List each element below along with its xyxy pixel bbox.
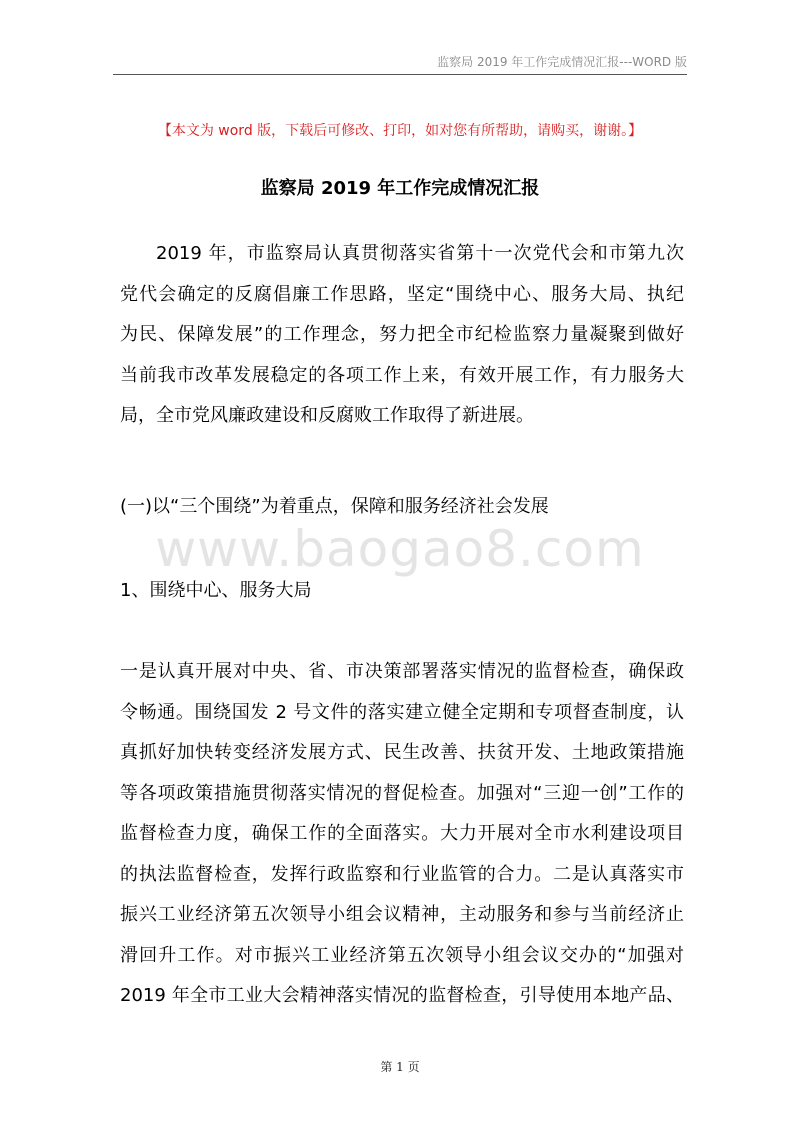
- paragraph-line: 真抓好加快转变经济发展方式、民生改善、扶贫开发、土地政策措施: [120, 742, 684, 763]
- section-heading: (一)以“三个围绕”为着重点，保障和服务经济社会发展: [120, 496, 549, 517]
- paragraph-line: 2019 年全市工业大会精神落实情况的监督检查，引导使用本地产品、: [120, 985, 684, 1006]
- paragraph-line: 监督检查力度，确保工作的全面落实。大力开展对全市水利建设项目: [120, 823, 684, 844]
- subsection-heading: 1、围绕中心、服务大局: [120, 580, 312, 601]
- running-header: 监察局 2019 年工作完成情况汇报---WORD 版: [437, 55, 687, 69]
- paragraph-line: 局，全市党风廉政建设和反腐败工作取得了新进展。: [120, 405, 534, 426]
- page-number: 第 1 页: [380, 1060, 420, 1074]
- document-title: 监察局 2019 年工作完成情况汇报: [260, 178, 540, 199]
- paragraph-line: 振兴工业经济第五次领导小组会议精神，主动服务和参与当前经济止: [120, 904, 684, 925]
- header-divider: [113, 74, 687, 75]
- paragraph-line: 党代会确定的反腐倡廉工作思路，坚定“围绕中心、服务大局、执纪: [120, 283, 684, 305]
- paragraph-line: 当前我市改革发展稳定的各项工作上来，有效开展工作，有力服务大: [120, 364, 684, 386]
- intro-paragraph: [120, 234, 684, 437]
- paragraph-line: 令畅通。围绕国发 2 号文件的落实建立健全定期和专项督查制度，认: [120, 701, 684, 723]
- paragraph-line: 为民、保障发展”的工作理念，努力把全市纪检监察力量凝聚到做好: [120, 324, 684, 345]
- download-notice: 【本文为 word 版，下载后可修改、打印，如对您有所帮助，请购买，谢谢。】: [157, 123, 643, 139]
- paragraph-line: 滑回升工作。对市振兴工业经济第五次领导小组会议交办的“加强对: [120, 944, 684, 966]
- paragraph-line: 的执法监督检查，发挥行政监察和行业监管的合力。二是认真落实市: [120, 863, 684, 885]
- paragraph-line: 一是认真开展对中央、省、市决策部署落实情况的监督检查，确保政: [120, 661, 684, 682]
- paragraph-line: 2019 年，市监察局认真贯彻落实省第十一次党代会和市第九次: [156, 243, 684, 264]
- body-paragraph: [120, 652, 684, 1017]
- paragraph-line: 等各项政策措施贯彻落实情况的督促检查。加强对“三迎一创”工作的: [120, 782, 684, 804]
- watermark: www.baogao8.com: [155, 520, 645, 578]
